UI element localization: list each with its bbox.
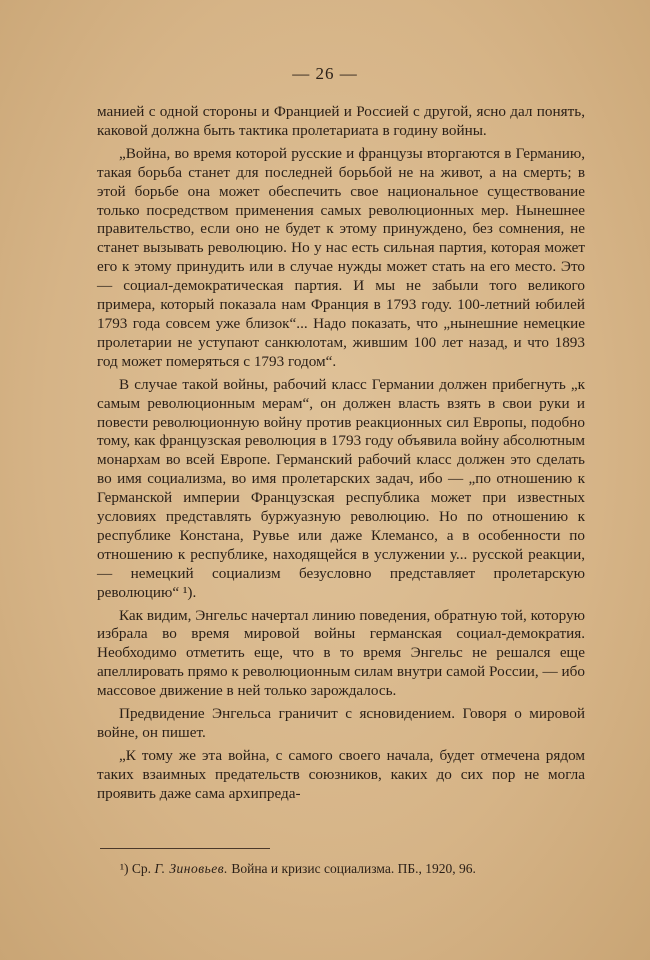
footnote-author: Г. Зиновьев. [154,861,228,876]
paragraph: „Война, во время которой русские и французы вторгаются в Германию, такая борьба станет для последней борьбой не на живот, а на смерть; в этой борьбе она может обеспечить свое национальное существование только посредством применения самых революционных мер. Нынешнее правительство, если оно не будет к этому принуждено, без сомнения, не станет вызывать революцию. Но у нас есть сильная партия, которая может его к этому принудить или в случае нужды может стать на его место. Это — социал-демократическая партия. И мы не забыли того великого примера, который показала нам Франция в 1793 году. 100-летний юбилей 1793 года совсем уже близок“... Надо показать, что „нынешние немецкие пролетарии не уступают санкюлотам, жившим 100 лет назад, и что 1893 год может померяться с 1793 годом“. [97,144,585,370]
paragraph: Как видим, Энгельс начертал линию поведения, обратную той, которую избрала во время мировой войны германская социал-демократия. Необходимо отметить еще, что в то время Энгельс не решался еще апеллировать прямо к революционным силам внутри самой России, — ибо массовое движение в ней только зарождалось. [97,606,585,700]
footnote-divider [100,848,270,849]
paragraph: манией с одной стороны и Францией и Россией с другой, ясно дал понять, каковой должна быть тактика пролетариата в годину войны. [97,103,585,139]
page-number: — 26 — [292,64,358,83]
body-text [97,103,585,808]
paragraph: В случае такой войны, рабочий класс Германии должен прибегнуть „к самым революционным мерам“, он должен власть взять в свои руки и повести революционную войну против реакционных сил Европы, подобно тому, как французская революция в 1793 году объявила войну абсолютным монархам во всей Европе. Германский рабочий класс должен это сделать во имя социализма, во имя пролетарских задач, ибо — „по отношению к Германской империи Французская республика может при известных условиях представлять буржуазную революцию. Но по отношению к республике Констана, Рувье или даже Клемансо, а в особенности по отношению к республике, находящейся в услужении у... русской реакции, — немецкий социализм безусловно представляет пролетарскую революцию“ ¹). [97,375,585,601]
footnote-text: Война и кризис социализма. ПБ., 1920, 96. [231,861,476,876]
footnote-marker: ¹) Ср. [120,861,152,876]
footnote [120,860,580,877]
paragraph: „К тому же эта война, с самого своего начала, будет отмечена рядом таких взаимных предательств союзников, каких до сих пор не могла проявить даже сама архипреда- [97,746,585,802]
paragraph: Предвидение Энгельса граничит с ясновидением. Говоря о мировой войне, он пишет. [97,705,585,741]
